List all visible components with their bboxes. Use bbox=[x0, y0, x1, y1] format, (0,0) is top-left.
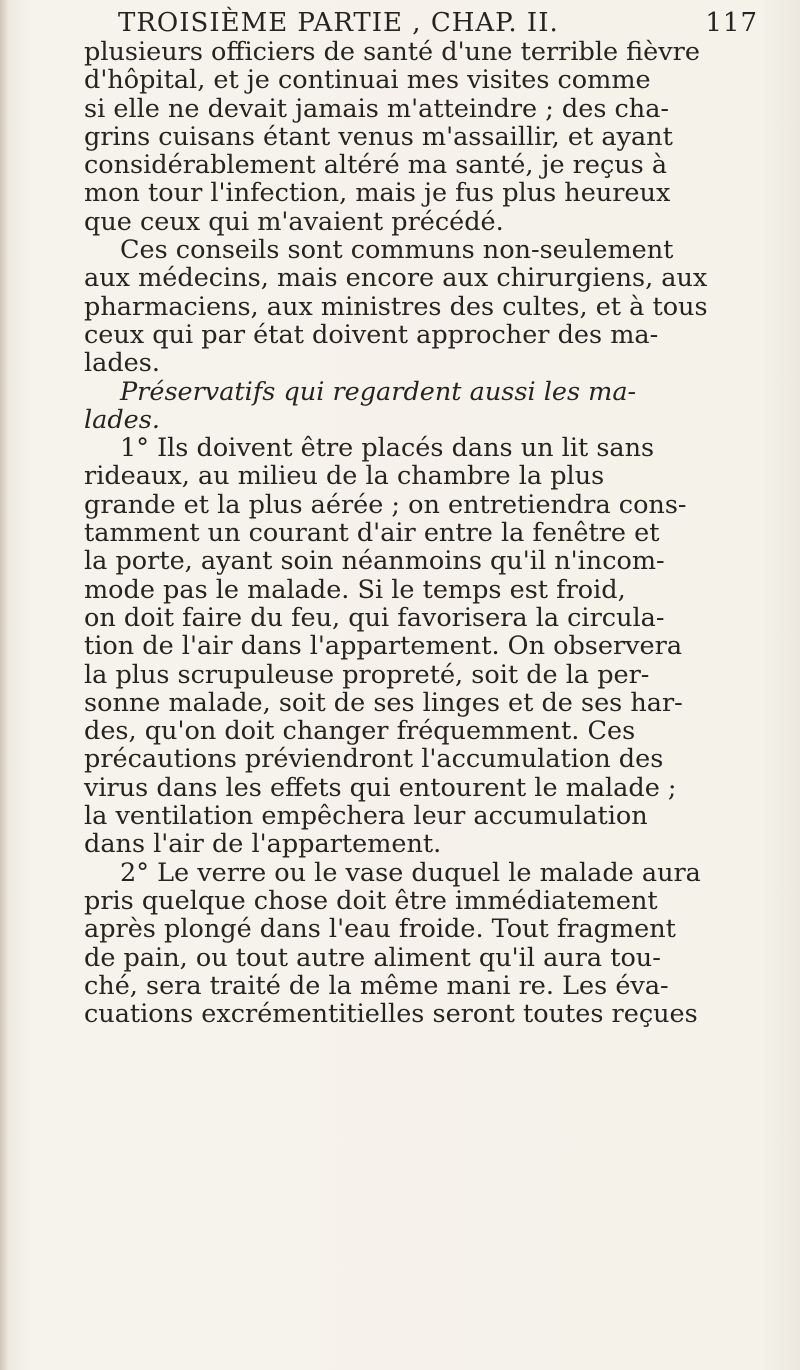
text-line: cuations excrémentitielles seront toutes reçues bbox=[84, 999, 698, 1030]
page-number: 117 bbox=[705, 8, 758, 38]
paragraph-start: 2° Le verre ou le vase duquel le malade aura bbox=[120, 857, 701, 888]
text-line: pharmaciens, aux ministres des cultes, et à tous bbox=[84, 291, 708, 322]
running-head bbox=[118, 8, 758, 38]
text-line: mon tour l'infection, mais je fus plus heureux bbox=[84, 178, 671, 209]
text-line: précautions préviendront l'accumulation des bbox=[84, 744, 664, 775]
text-line: tamment un courant d'air entre la fenêtre et bbox=[84, 518, 660, 549]
text-line: pris quelque chose doit être immédiatement bbox=[84, 885, 658, 916]
text-line: aux médecins, mais encore aux chirurgiens, aux bbox=[84, 263, 708, 294]
text-line: rideaux, au milieu de la chambre la plus bbox=[84, 461, 605, 492]
text-line: ché, sera traité de la même mani re. Les éva- bbox=[84, 970, 669, 1001]
text-line: on doit faire du feu, qui favorisera la circula- bbox=[84, 602, 665, 633]
running-title: TROISIÈME PARTIE , CHAP. II. bbox=[118, 8, 559, 38]
text-line: dans l'air de l'appartement. bbox=[84, 829, 442, 860]
section-heading-cont: lades. bbox=[84, 404, 160, 435]
text-line: mode pas le malade. Si le temps est froid, bbox=[84, 574, 626, 605]
text-line: plusieurs officiers de santé d'une terrible fièvre bbox=[84, 37, 700, 67]
text-line: grins cuisans étant venus m'assaillir, et ayant bbox=[84, 121, 673, 152]
text-line: la porte, ayant soin néanmoins qu'il n'incom- bbox=[84, 546, 665, 577]
text-line: d'hôpital, et je continuai mes visites comme bbox=[84, 65, 651, 96]
body-text bbox=[84, 38, 784, 1028]
text-line: virus dans les effets qui entourent le malade ; bbox=[84, 772, 677, 803]
text-line: que ceux qui m'avaient précédé. bbox=[84, 206, 504, 237]
text-line: sonne malade, soit de ses linges et de ses har- bbox=[84, 687, 683, 718]
text-line: tion de l'air dans l'appartement. On observera bbox=[84, 631, 683, 662]
text-line: ceux qui par état doivent approcher des ma- bbox=[84, 319, 659, 350]
text-line: si elle ne devait jamais m'atteindre ; des cha- bbox=[84, 93, 670, 124]
text-line: après plongé dans l'eau froide. Tout fragment bbox=[84, 914, 676, 945]
text-line: de pain, ou tout autre aliment qu'il aura tou- bbox=[84, 942, 661, 973]
text-line: lades. bbox=[84, 348, 160, 379]
section-heading: Préservatifs qui regardent aussi les ma- bbox=[120, 376, 637, 407]
text-line: grande et la plus aérée ; on entretiendra cons- bbox=[84, 489, 687, 520]
paragraph-start: 1° Ils doivent être placés dans un lit sans bbox=[120, 433, 655, 464]
text-line: la ventilation empêchera leur accumulation bbox=[84, 801, 648, 832]
text-line: la plus scrupuleuse propreté, soit de la per- bbox=[84, 659, 650, 690]
paragraph-start: Ces conseils sont communs non-seulement bbox=[120, 235, 674, 266]
text-line: des, qu'on doit changer fréquemment. Ces bbox=[84, 716, 636, 747]
page-gutter bbox=[0, 0, 8, 1370]
text-line: considérablement altéré ma santé, je reçus à bbox=[84, 150, 668, 181]
